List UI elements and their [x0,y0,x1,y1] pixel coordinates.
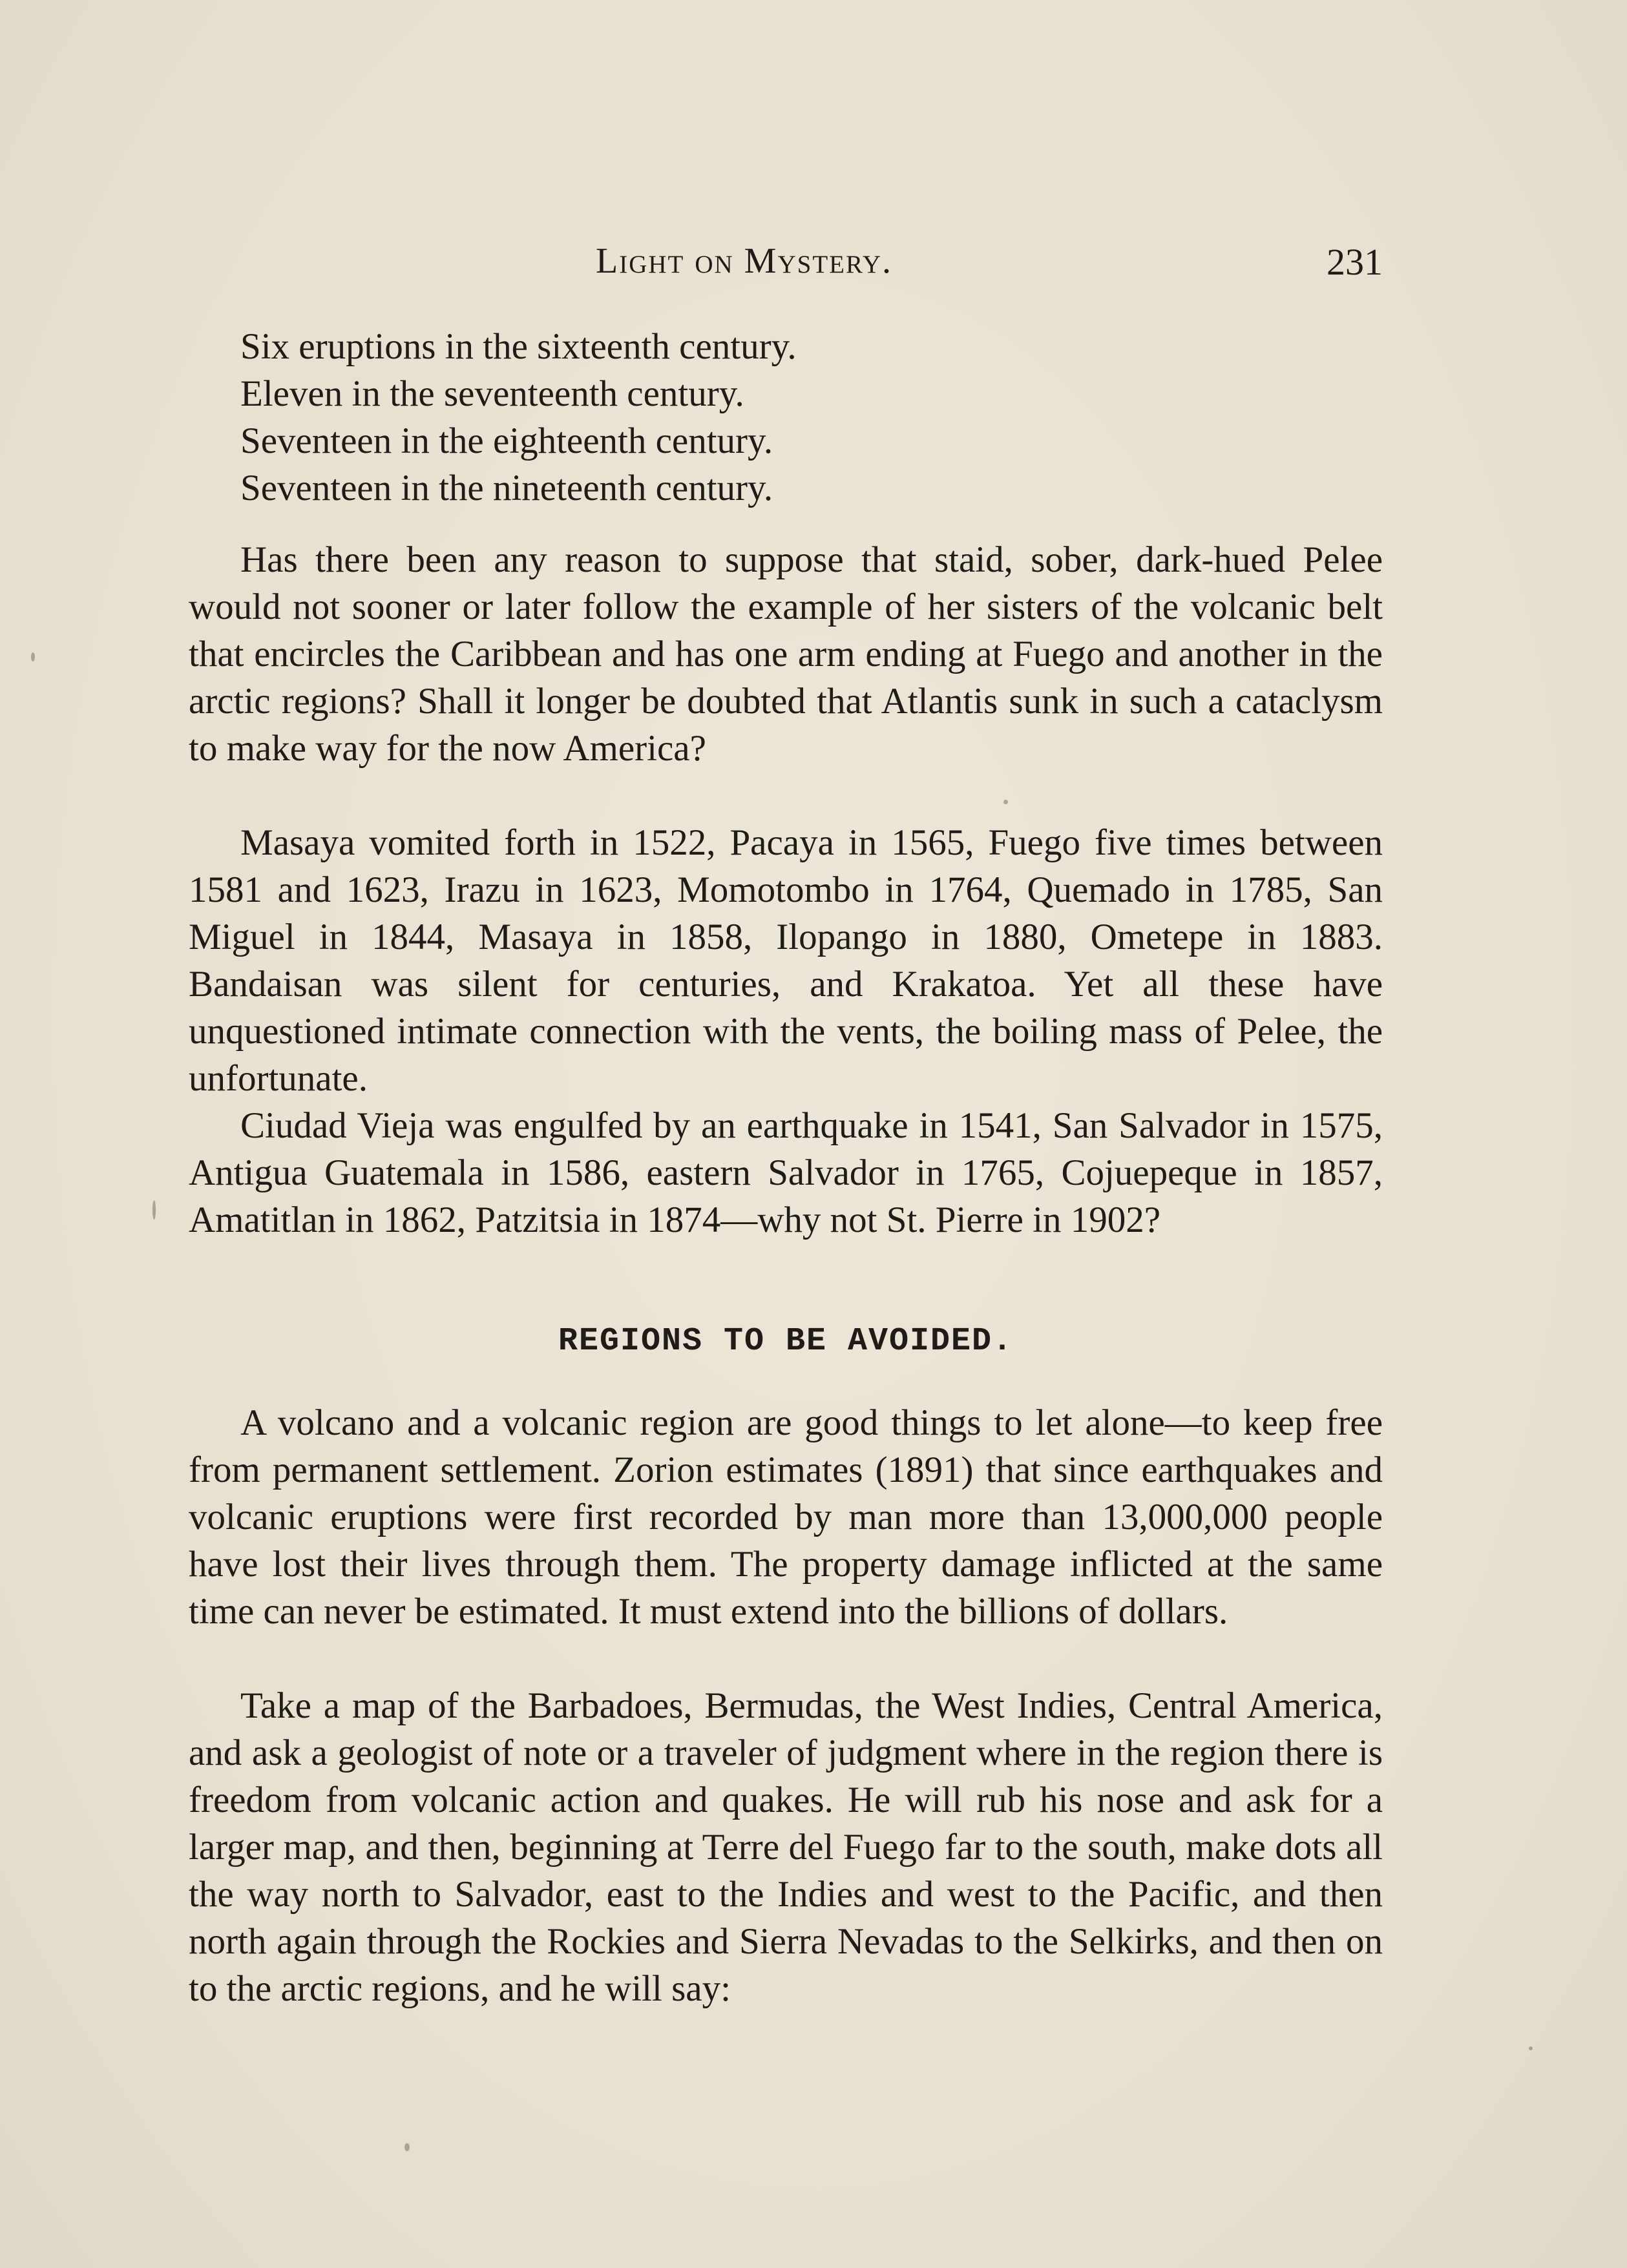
page-number: 231 [1327,241,1383,283]
paper-speck [152,1200,156,1220]
list-item: Seventeen in the eighteenth century. [240,421,773,461]
list-item: Six eruptions in the sixteenth century. [240,326,797,367]
paper-speck [1003,800,1008,804]
paragraph-pelee-question: Has there been any reason to suppose that staid, sober, dark-hued Pelee would not sooner or later follow the example of her sisters of the volcanic belt that encircles the Caribbean and has one arm ending at Fuego and another in the arctic regions? Shall it longer be doubted that Atlantis sunk in such a cataclysm to make way for the now America? [189,539,1383,769]
paper-speck [404,2143,410,2151]
section-heading: REGIONS TO BE AVOIDED. [558,1323,1014,1360]
paragraph-earthquake-dates: Ciudad Vieja was engulfed by an earthquake in 1541, San Salvador in 1575, Antigua Guatemala in 1586, eastern Salvador in 1765, Cojuepeque in 1857, Amatitlan in 1862, Patzitsia in 1874—why not St. Pierre in 1902? [189,1105,1383,1240]
paragraph-map: Take a map of the Barbadoes, Bermudas, the West Indies, Central America, and ask a geologist of note or a traveler of judgment where in the region there is freedom from volcanic action and quakes. He will rub his nose and ask for a larger map, and then, beginning at Terre del Fuego far to the south, make dots all the way north to Salvador, east to the Indies and west to the Pacific, and then north again through the Rockies and Sierra Nevadas to the Selkirks, and then on to the arctic regions, and he will say: [189,1685,1383,2009]
running-head: Light on Mystery. [596,241,892,281]
paper-speck [1529,2046,1533,2050]
list-item: Seventeen in the nineteenth century. [240,468,773,508]
paragraph-volcanic-regions: A volcano and a volcanic region are good things to let alone—to keep free from permanent settlement. Zorion estimates (1891) that since earthquakes and volcanic eruptions were first recorded by man more than 13,000,000 people have lost their lives through them. The property damage inflicted at the same time can never be estimated. It must extend into the billions of dollars. [189,1402,1383,1632]
paper-speck [31,652,35,661]
page-header [189,240,1383,286]
paragraph-eruption-dates: Masaya vomited forth in 1522, Pacaya in 1565, Fuego five times between 1581 and 1623, Irazu in 1623, Momotombo in 1764, Quemado in 1785, San Miguel in 1844, Masaya in 1858, Ilopango in 1880, Ometepe in 1883. Bandaisan was silent for centuries, and Krakatoa. Yet all these have unquestioned intimate connection with the vents, the boiling mass of Pelee, the unfortunate. [189,822,1383,1099]
list-item: Eleven in the seventeenth century. [240,373,744,414]
eruption-list [240,323,797,512]
